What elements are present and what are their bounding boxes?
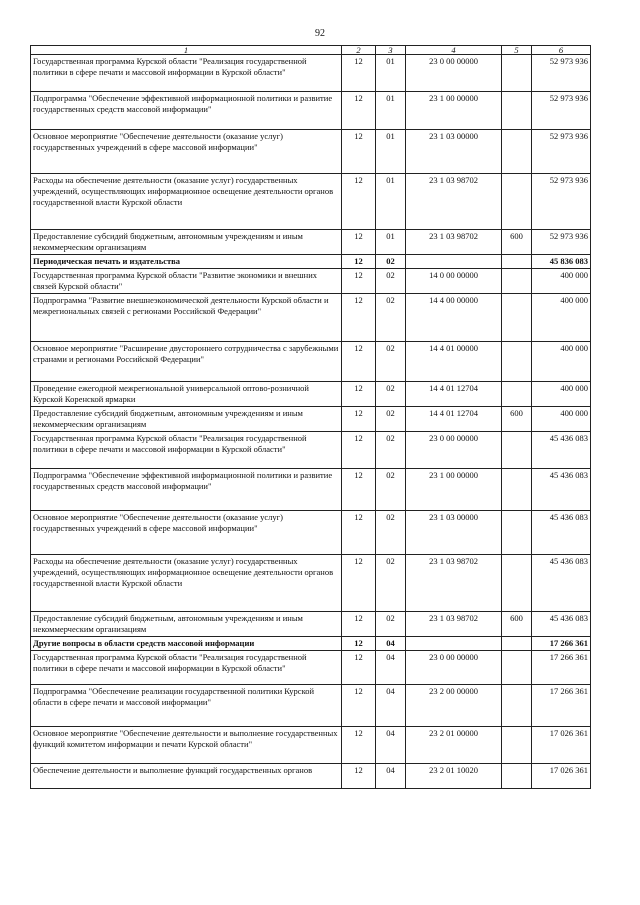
row-target-article: 23 1 00 00000 [406,469,502,511]
row-section-code: 12 [342,342,376,382]
row-expense-type: 600 [502,612,532,637]
row-expense-type [502,555,532,612]
table-row [31,174,591,230]
row-section-code: 12 [342,637,376,651]
row-expense-type [502,469,532,511]
row-target-article: 23 2 00 00000 [406,685,502,727]
row-section-code: 12 [342,382,376,407]
row-amount: 52 973 936 [532,130,591,174]
row-target-article: 23 1 03 98702 [406,230,502,255]
row-name: Государственная программа Курской области "Реализация государственной политики в сфере печати и массовой информации в Курской области" [31,55,342,92]
row-target-article [406,637,502,651]
row-name: Государственная программа Курской области "Развитие экономики и внешних связей Курской области" [31,269,342,294]
table-row [31,469,591,511]
row-name: Основное мероприятие "Обеспечение деятельности (оказание услуг) государственных учреждений в сфере массовой информации" [31,130,342,174]
row-target-article [406,255,502,269]
table-row [31,432,591,469]
row-name: Подпрограмма "Обеспечение эффективной информационной политики и развитие государственных средств массовой информации" [31,469,342,511]
row-section-code: 12 [342,92,376,130]
row-amount: 17 266 361 [532,651,591,685]
row-amount: 45 436 083 [532,469,591,511]
row-section-code: 12 [342,294,376,342]
row-target-article: 14 4 01 12704 [406,407,502,432]
row-section-code: 12 [342,269,376,294]
column-header: 4 [406,46,502,55]
table-row [31,727,591,764]
row-name: Проведение ежегодной межрегиональной универсальной оптово-розничной Курской Коренской ярмарки [31,382,342,407]
row-expense-type [502,764,532,789]
table-row [31,511,591,555]
row-subsection-code: 04 [376,685,406,727]
row-section-code: 12 [342,407,376,432]
table-row [31,382,591,407]
row-name: Предоставление субсидий бюджетным, автономным учреждениям и иным некоммерческим организациям [31,612,342,637]
row-target-article: 23 2 01 10020 [406,764,502,789]
row-expense-type [502,685,532,727]
row-subsection-code: 01 [376,230,406,255]
page-number: 92 [315,28,325,39]
column-header: 3 [376,46,406,55]
row-section-code: 12 [342,55,376,92]
column-header: 1 [31,46,342,55]
row-expense-type: 600 [502,407,532,432]
row-section-code: 12 [342,255,376,269]
row-expense-type: 600 [502,230,532,255]
row-target-article: 14 4 00 00000 [406,294,502,342]
row-amount: 400 000 [532,342,591,382]
row-target-article: 23 0 00 00000 [406,432,502,469]
row-amount: 400 000 [532,382,591,407]
row-name: Основное мероприятие "Обеспечение деятельности (оказание услуг) государственных учреждений в сфере массовой информации" [31,511,342,555]
table-row [31,269,591,294]
row-section-code: 12 [342,685,376,727]
table-row [31,92,591,130]
table-row [31,130,591,174]
row-amount: 45 436 083 [532,612,591,637]
row-name: Государственная программа Курской области "Реализация государственной политики в сфере печати и массовой информации в Курской области" [31,432,342,469]
row-amount: 17 026 361 [532,764,591,789]
row-expense-type [502,130,532,174]
row-target-article: 14 4 01 00000 [406,342,502,382]
table-row [31,685,591,727]
row-subsection-code: 02 [376,469,406,511]
row-expense-type [502,55,532,92]
row-section-code: 12 [342,764,376,789]
table-row [31,230,591,255]
row-amount: 400 000 [532,294,591,342]
row-expense-type [502,382,532,407]
row-amount: 52 973 936 [532,230,591,255]
row-subsection-code: 02 [376,407,406,432]
table-row [31,764,591,789]
row-subsection-code: 01 [376,92,406,130]
row-amount: 52 973 936 [532,55,591,92]
row-subsection-code: 02 [376,255,406,269]
row-subsection-code: 02 [376,612,406,637]
row-section-code: 12 [342,612,376,637]
row-name: Расходы на обеспечение деятельности (оказание услуг) государственных учреждений, осуществляющих информационное освещение деятельности органов государственной власти Курской области [31,555,342,612]
row-section-code: 12 [342,651,376,685]
row-expense-type [502,727,532,764]
row-amount: 52 973 936 [532,174,591,230]
row-amount: 45 436 083 [532,555,591,612]
row-section-code: 12 [342,727,376,764]
row-target-article: 23 1 03 00000 [406,130,502,174]
row-section-code: 12 [342,511,376,555]
row-subsection-code: 01 [376,55,406,92]
row-target-article: 23 2 01 00000 [406,727,502,764]
row-name: Расходы на обеспечение деятельности (оказание услуг) государственных учреждений, осуществляющих информационное освещение деятельности органов государственной власти Курской области [31,174,342,230]
table-body [31,55,591,789]
row-amount: 400 000 [532,269,591,294]
row-name: Подпрограмма "Обеспечение эффективной информационной политики и развитие государственных средств массовой информации" [31,92,342,130]
row-expense-type [502,342,532,382]
row-subsection-code: 04 [376,764,406,789]
row-subsection-code: 02 [376,555,406,612]
row-section-code: 12 [342,555,376,612]
table-row [31,342,591,382]
row-target-article: 23 1 03 00000 [406,511,502,555]
row-subsection-code: 02 [376,294,406,342]
row-amount: 45 836 083 [532,255,591,269]
row-target-article: 23 0 00 00000 [406,651,502,685]
row-amount: 17 266 361 [532,685,591,727]
row-target-article: 23 1 03 98702 [406,612,502,637]
row-name: Подпрограмма "Обеспечение реализации государственной политики Курской области в сфере печати и массовой информации" [31,685,342,727]
row-expense-type [502,174,532,230]
row-target-article: 23 1 03 98702 [406,174,502,230]
row-name: Обеспечение деятельности и выполнение функций государственных органов [31,764,342,789]
row-name: Основное мероприятие "Обеспечение деятельности и выполнение государственных функций комитетом информации и печати Курской области" [31,727,342,764]
table-row [31,255,591,269]
row-name: Периодическая печать и издательства [31,255,342,269]
row-expense-type [502,294,532,342]
row-subsection-code: 04 [376,637,406,651]
row-expense-type [502,255,532,269]
row-name: Другие вопросы в области средств массовой информации [31,637,342,651]
row-section-code: 12 [342,432,376,469]
row-amount: 17 026 361 [532,727,591,764]
row-expense-type [502,92,532,130]
row-target-article: 23 1 03 98702 [406,555,502,612]
row-subsection-code: 02 [376,511,406,555]
row-expense-type [502,511,532,555]
row-amount: 400 000 [532,407,591,432]
column-header: 6 [532,46,591,55]
table-row [31,651,591,685]
row-section-code: 12 [342,469,376,511]
row-expense-type [502,269,532,294]
row-name: Предоставление субсидий бюджетным, автономным учреждениям и иным некоммерческим организациям [31,230,342,255]
table-row [31,637,591,651]
budget-table [30,45,591,789]
table-row [31,55,591,92]
row-amount: 17 266 361 [532,637,591,651]
row-section-code: 12 [342,174,376,230]
row-expense-type [502,432,532,469]
row-name: Государственная программа Курской области "Реализация государственной политики в сфере печати и массовой информации в Курской области" [31,651,342,685]
table-row [31,407,591,432]
row-subsection-code: 01 [376,174,406,230]
row-target-article: 14 0 00 00000 [406,269,502,294]
row-expense-type [502,637,532,651]
row-name: Основное мероприятие "Расширение двустороннего сотрудничества с зарубежными странами и регионами Российской Федерации" [31,342,342,382]
table-row [31,612,591,637]
row-expense-type [502,651,532,685]
table-row [31,294,591,342]
row-subsection-code: 02 [376,342,406,382]
row-section-code: 12 [342,230,376,255]
row-subsection-code: 02 [376,269,406,294]
row-section-code: 12 [342,130,376,174]
row-name: Подпрограмма "Развитие внешнеэкономической деятельности Курской области и межрегиональных связей с регионами Российской Федерации" [31,294,342,342]
row-amount: 45 436 083 [532,432,591,469]
row-target-article: 23 1 00 00000 [406,92,502,130]
row-amount: 45 436 083 [532,511,591,555]
row-target-article: 23 0 00 00000 [406,55,502,92]
row-subsection-code: 02 [376,382,406,407]
row-subsection-code: 01 [376,130,406,174]
row-amount: 52 973 936 [532,92,591,130]
column-header: 2 [342,46,376,55]
row-name: Предоставление субсидий бюджетным, автономным учреждениям и иным некоммерческим организациям [31,407,342,432]
row-subsection-code: 04 [376,651,406,685]
column-header: 5 [502,46,532,55]
table-header-row [31,46,591,55]
row-target-article: 14 4 01 12704 [406,382,502,407]
table-row [31,555,591,612]
row-subsection-code: 04 [376,727,406,764]
row-subsection-code: 02 [376,432,406,469]
